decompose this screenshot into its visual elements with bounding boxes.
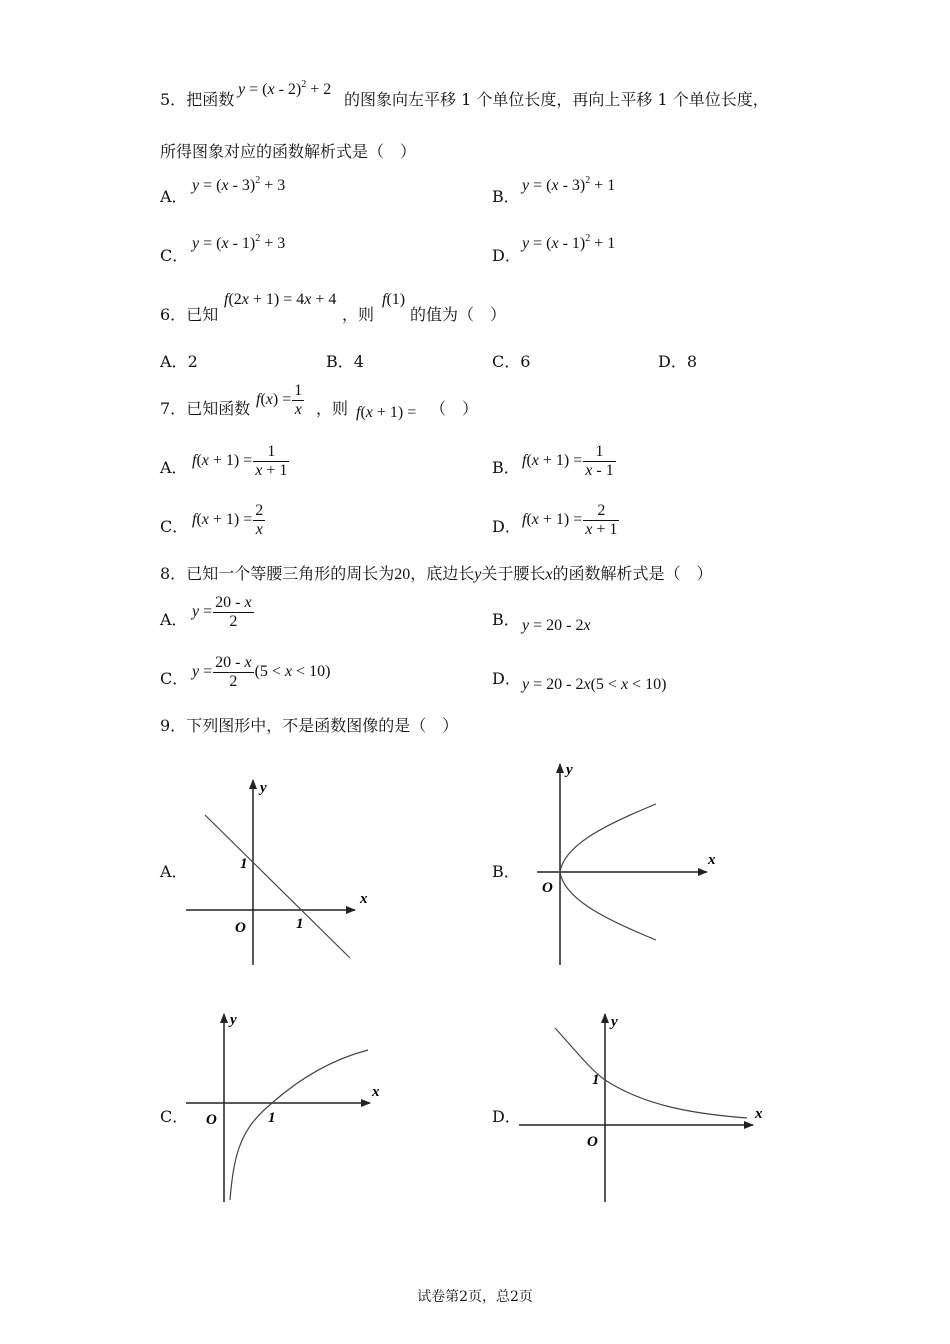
q9-graph-d[interactable] xyxy=(515,1010,770,1210)
origin-label: O xyxy=(206,1112,217,1128)
origin-label: O xyxy=(235,920,246,936)
q8-option-c-label[interactable]: C． xyxy=(160,669,189,688)
q7-option-a-label[interactable]: A． xyxy=(160,458,188,477)
q6-option-b[interactable]: B．4 xyxy=(326,352,364,371)
q7-option-c[interactable]: f(x + 1) = $\frac{2}{x}$ xyxy=(192,502,264,538)
q9-graph-c[interactable] xyxy=(180,1010,390,1210)
q7-function: f(x) = $\frac{1}{x}$ xyxy=(256,382,303,418)
x-axis-label: x xyxy=(755,1106,763,1122)
q6-option-d[interactable]: D．8 xyxy=(658,352,698,371)
q7-post: （ ） xyxy=(430,399,479,418)
x-one-label: 1 xyxy=(296,916,304,932)
x-axis-label: x xyxy=(360,891,368,907)
line-graph xyxy=(205,815,350,958)
y-one-label: 1 xyxy=(592,1072,600,1088)
origin-label: O xyxy=(542,880,553,896)
decay-curve xyxy=(555,1028,747,1118)
q5-option-d-label[interactable]: D． xyxy=(492,246,521,265)
q8-stem: 8．已知一个等腰三角形的周长为20，底边长y关于腰长x的函数解析式是（ ） xyxy=(160,564,713,583)
q9-option-b-label[interactable]: B． xyxy=(492,862,520,881)
q7-option-a[interactable]: f(x + 1) = $\frac{1}{x + 1}$ xyxy=(192,443,288,479)
q8-option-d[interactable]: y = 20 - 2x(5 < x < 10) xyxy=(522,676,667,693)
q8-option-a-label[interactable]: A． xyxy=(160,610,188,629)
q5-option-a-label[interactable]: A． xyxy=(160,187,188,206)
q5-option-c-label[interactable]: C． xyxy=(160,246,189,265)
q7-mid: ，则 xyxy=(316,399,349,418)
q5-stem-post: 的图象向左平移 1 个单位长度，再向上平移 1 个单位长度， xyxy=(344,90,769,109)
q5-option-d[interactable]: y = (x - 1)$^2$ + 1 xyxy=(522,233,616,252)
q8-option-b[interactable]: y = 20 - 2x xyxy=(522,617,591,634)
q6-function: f(2x + 1) = 4x + 4 xyxy=(224,291,337,308)
q6-post: 的值为（ ） xyxy=(410,305,507,324)
q5-stem: 5．把函数 xyxy=(160,90,235,109)
q9-stem: 9．下列图形中，不是函数图像的是（ ） xyxy=(160,716,459,735)
x-axis-label: x xyxy=(372,1084,380,1100)
q7-ask: f(x + 1) = xyxy=(356,404,417,421)
q6-option-a[interactable]: A．2 xyxy=(160,352,198,371)
y-axis-label: y xyxy=(230,1012,237,1028)
x-one-label: 1 xyxy=(268,1110,276,1126)
q7-option-b-label[interactable]: B． xyxy=(492,458,520,477)
q6-option-c[interactable]: C．6 xyxy=(492,352,531,371)
q8-option-a[interactable]: y = $\frac{20 - x}{2}$ xyxy=(192,594,252,630)
q6-stem: 6．已知 xyxy=(160,305,219,324)
q7-stem: 7．已知函数 xyxy=(160,399,251,418)
q7-option-c-label[interactable]: C． xyxy=(160,517,189,536)
y-one-label: 1 xyxy=(240,856,248,872)
q8-option-b-label[interactable]: B． xyxy=(492,610,520,629)
q6-arg: f(1) xyxy=(382,291,406,308)
q8-option-d-label[interactable]: D． xyxy=(492,669,521,688)
log-curve xyxy=(230,1050,368,1200)
q7-option-b[interactable]: f(x + 1) = $\frac{1}{x - 1}$ xyxy=(522,443,614,479)
q6-mid: ，则 xyxy=(342,305,375,324)
q5-option-b[interactable]: y = (x - 3)$^2$ + 1 xyxy=(522,175,616,194)
y-axis-label: y xyxy=(260,780,267,796)
q8-option-c[interactable]: y = $\frac{20 - x}{2}$ (5 < x < 10) xyxy=(192,654,331,690)
q5-option-a[interactable]: y = (x - 3)$^2$ + 3 xyxy=(192,175,286,194)
q9-graph-a[interactable] xyxy=(180,770,380,975)
q5-option-c[interactable]: y = (x - 1)$^2$ + 3 xyxy=(192,233,286,252)
q9-option-d-label[interactable]: D． xyxy=(492,1107,521,1126)
q7-option-d[interactable]: f(x + 1) = $\frac{2}{x + 1}$ xyxy=(522,502,618,538)
q7-option-d-label[interactable]: D． xyxy=(492,517,521,536)
q5-stem-line2: 所得图象对应的函数解析式是（ ） xyxy=(160,142,417,161)
q9-option-a-label[interactable]: A． xyxy=(160,862,188,881)
q5-function: y = (x - 2)$^2$ + 2 xyxy=(238,79,332,98)
y-axis-label: y xyxy=(611,1014,618,1030)
q5-option-b-label[interactable]: B． xyxy=(492,187,520,206)
origin-label: O xyxy=(587,1134,598,1150)
x-axis-label: x xyxy=(708,852,716,868)
q9-graph-b[interactable] xyxy=(532,760,732,975)
page-footer: 试卷第2页，总2页 xyxy=(417,1289,533,1305)
q9-option-c-label[interactable]: C． xyxy=(160,1107,189,1126)
y-axis-label: y xyxy=(566,762,573,778)
